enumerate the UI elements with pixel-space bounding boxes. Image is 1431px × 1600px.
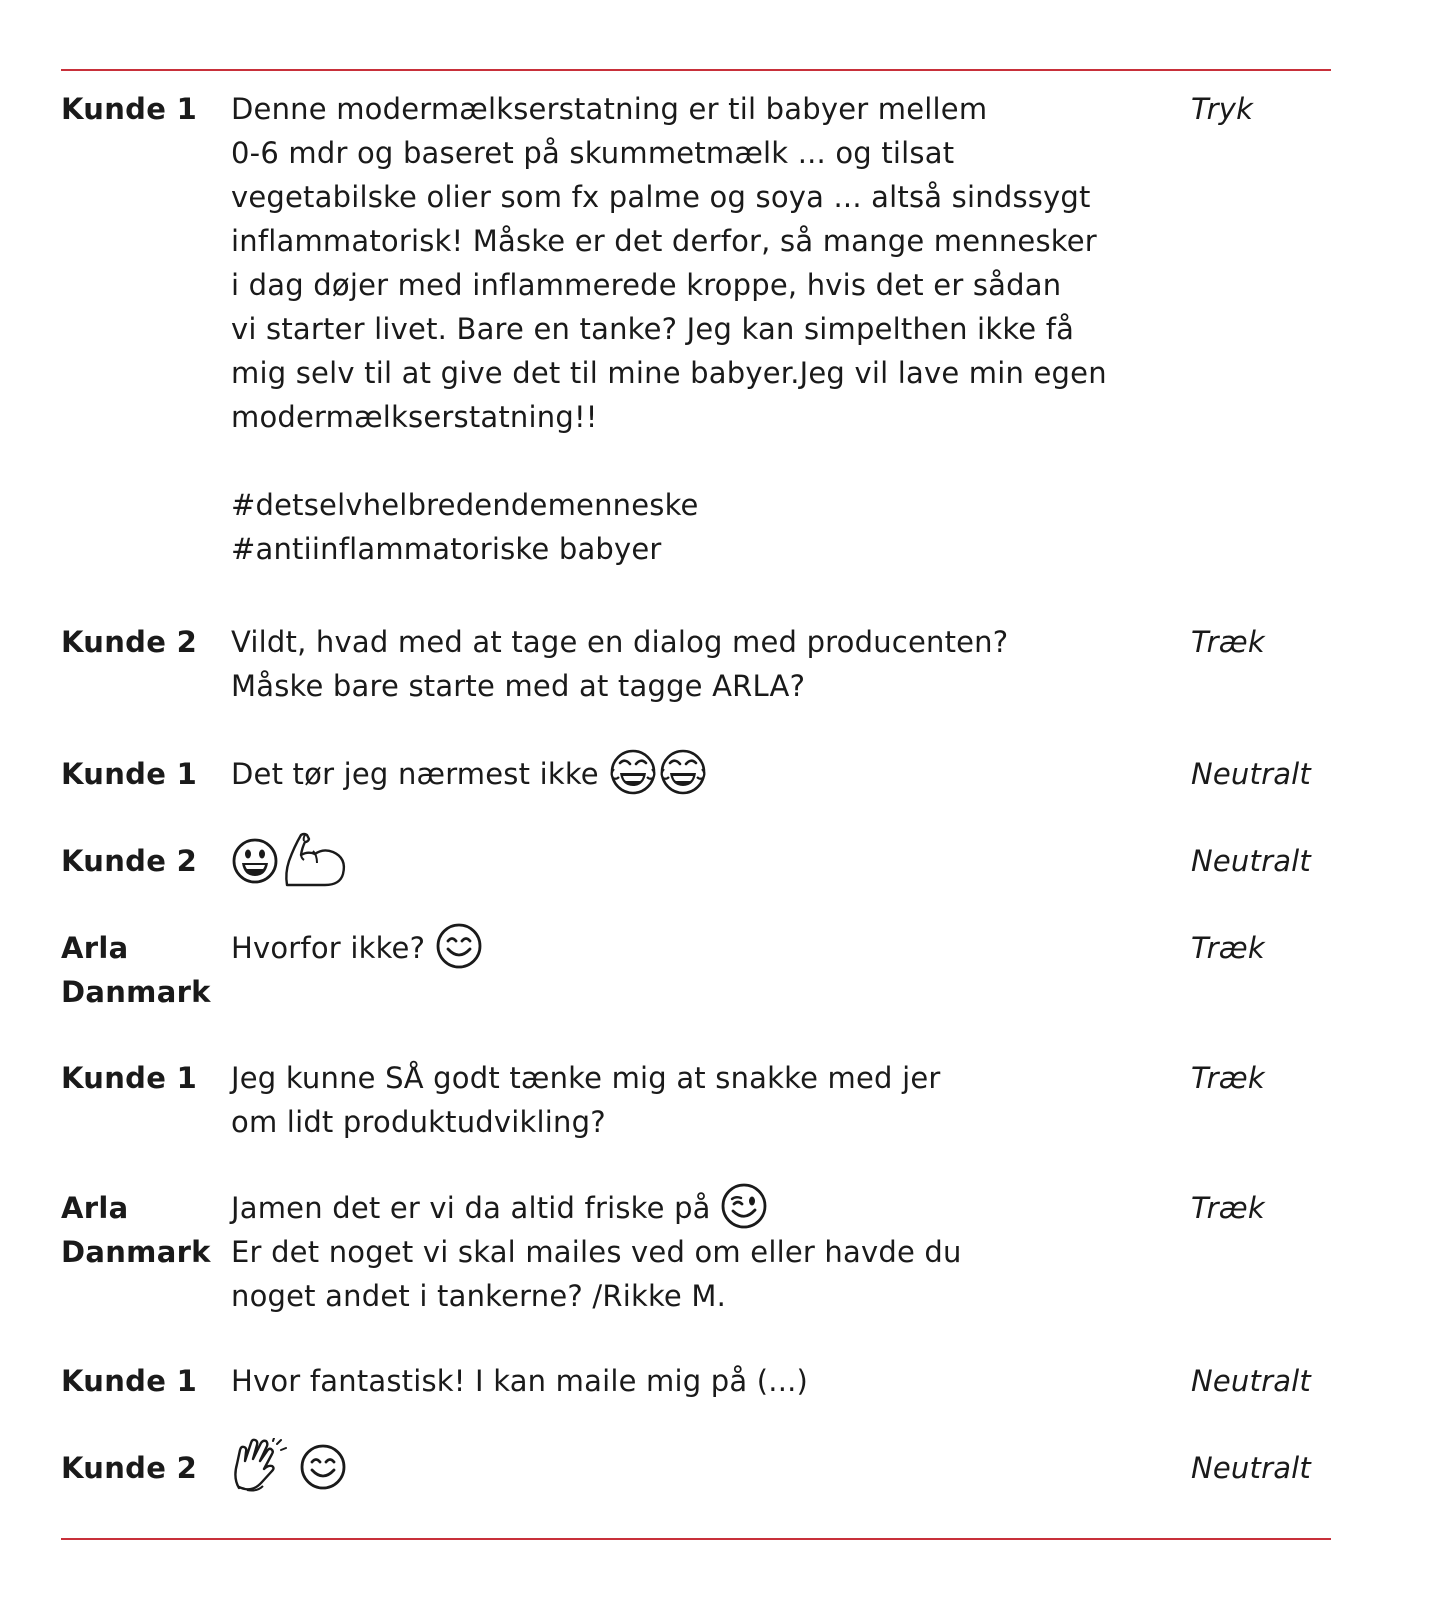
text-line: 0-6 mdr og baseret på skummetmælk ... og tilsat [231, 136, 955, 170]
speaker-label: Danmark [61, 975, 211, 1009]
flexed-biceps-icon [283, 831, 349, 891]
speaker-name [61, 926, 221, 1014]
text-line: inflammatorisk! Måske er det derfor, så mange mennesker [231, 224, 1097, 258]
comment-text [231, 839, 1131, 891]
winking-face-icon [720, 1182, 768, 1230]
speaker-label: Arla [61, 1191, 129, 1225]
text-line: Jeg kunne SÅ godt tænke mig at snakke med jer [231, 1061, 941, 1095]
smiling-face-icon [435, 922, 483, 970]
bottom-divider [61, 1538, 1331, 1540]
classification-tag: Neutralt [1191, 757, 1312, 791]
comment-text [231, 1359, 1131, 1403]
speaker-name [61, 620, 221, 664]
speaker-name [61, 1186, 221, 1274]
laughing-tears-icon [658, 747, 708, 797]
text-line: vi starter livet. Bare en tanke? Jeg kan simpelthen ikke få [231, 312, 1075, 346]
text-line: noget andet i tankerne? /Rikke M. [231, 1279, 727, 1313]
classification-tag: Træk [1191, 1061, 1265, 1095]
text-line [231, 1446, 1131, 1496]
text-line: mig selv til at give det til mine babyer.Jeg vil lave min egen [231, 356, 1107, 390]
comment-text [231, 87, 1131, 571]
text-line: Vildt, hvad med at tage en dialog med producenten? [231, 625, 1009, 659]
speaker-name [61, 1446, 221, 1490]
hashtag: #antiinflammatoriske babyer [231, 532, 662, 566]
comment-text [231, 926, 1131, 970]
text-line: modermælkserstatning!! [231, 400, 598, 434]
speaker-label: Kunde 2 [61, 844, 198, 878]
speaker-label: Kunde 1 [61, 92, 198, 126]
line-text: Hvorfor ikke? [231, 931, 426, 965]
speaker-name [61, 839, 221, 883]
smiling-face-icon [299, 1443, 347, 1491]
classification-tag: Neutralt [1191, 844, 1312, 878]
hashtag: #detselvhelbredendemenneske [231, 488, 699, 522]
laughing-tears-icon [608, 747, 658, 797]
speaker-name [61, 1056, 221, 1100]
speaker-label: Kunde 1 [61, 1061, 198, 1095]
speaker-name [61, 87, 221, 131]
line-text: Det tør jeg nærmest ikke [231, 757, 599, 791]
text-line: Er det noget vi skal mailes ved om eller havde du [231, 1235, 962, 1269]
classification-tag: Træk [1191, 931, 1265, 965]
text-line: vegetabilske olier som fx palme og soya ... altså sindssygt [231, 180, 1091, 214]
classification-tag: Træk [1191, 625, 1265, 659]
speaker-label: Danmark [61, 1235, 211, 1269]
speaker-label: Kunde 1 [61, 757, 198, 791]
grinning-face-icon [231, 837, 279, 885]
comment-text [231, 1056, 1131, 1144]
speaker-label: Kunde 2 [61, 625, 198, 659]
speaker-name [61, 1359, 221, 1403]
text-line: Måske bare starte med at tagge ARLA? [231, 669, 806, 703]
text-line [231, 926, 1131, 970]
classification-tag: Tryk [1191, 92, 1254, 126]
speaker-label: Kunde 2 [61, 1451, 198, 1485]
classification-tag: Træk [1191, 1191, 1265, 1225]
speaker-label: Kunde 1 [61, 1364, 198, 1398]
clapping-hands-icon [231, 1438, 289, 1496]
classification-tag: Neutralt [1191, 1451, 1312, 1485]
text-line [231, 839, 1131, 891]
text-line: Hvor fantastisk! I kan maile mig på (...) [231, 1364, 809, 1398]
top-divider [61, 69, 1331, 71]
text-line [231, 752, 1131, 797]
comment-text [231, 1186, 1131, 1318]
comment-text [231, 752, 1131, 797]
speaker-name [61, 752, 221, 796]
comment-text [231, 1446, 1131, 1496]
speaker-label: Arla [61, 931, 129, 965]
text-line: Denne modermælkserstatning er til babyer mellem [231, 92, 988, 126]
text-line [231, 1186, 1131, 1230]
text-line: om lidt produktudvikling? [231, 1105, 606, 1139]
line-text: Jamen det er vi da altid friske på [231, 1191, 711, 1225]
text-line: i dag døjer med inflammerede kroppe, hvis det er sådan [231, 268, 1062, 302]
comment-text [231, 620, 1131, 708]
classification-tag: Neutralt [1191, 1364, 1312, 1398]
